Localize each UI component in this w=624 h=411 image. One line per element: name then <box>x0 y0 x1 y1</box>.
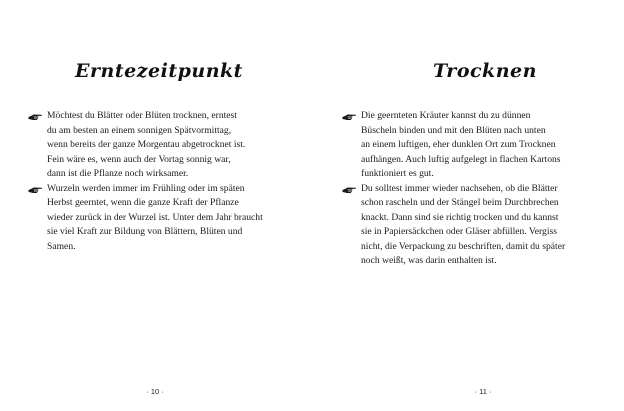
pointing-hand-icon <box>342 111 357 122</box>
bullet-item <box>342 182 604 269</box>
page-heading: Erntezeitpunkt <box>75 60 243 82</box>
bullet-item <box>28 109 290 182</box>
page-number: · 11 · <box>474 387 492 396</box>
bullet-item <box>342 109 604 182</box>
bullet-list <box>28 109 290 254</box>
pointing-hand-icon <box>28 184 43 195</box>
pointing-hand-icon <box>342 184 357 195</box>
bullet-text: Du solltest immer wieder nachsehen, ob die Blätter schon rascheln und der Stängel beim Durchbrechen knackt. Dann sind sie richtig trocken und du kannst sie in Papiersäckchen oder Gläser abfüllen. Vergiss nicht, die Verpackung zu beschriften, damit du später noch weißt, was darin enthalten ist. <box>361 182 566 266</box>
pointing-hand-icon <box>28 111 43 122</box>
bullet-text: Wurzeln werden immer im Frühling oder im späten Herbst geerntet, wenn die ganze Kraft der Pflanze wieder zurück in der Wurzel ist. Unter dem Jahr braucht sie viel Kraft zur Bildung von Blättern, Blüten und Samen. <box>47 182 263 252</box>
right-page <box>312 0 624 411</box>
bullet-item <box>28 182 290 255</box>
page-heading: Trocknen <box>433 60 537 82</box>
bullet-list <box>342 109 604 269</box>
bullet-text: Möchtest du Blätter oder Blüten trocknen, erntest du am besten an einem sonnigen Spätvormittag, wenn bereits der ganze Morgentau abgetrocknet ist. Fein wäre es, wenn auch der Vortag sonnig war, dann ist die Pflanze noch wirksamer. <box>47 110 246 179</box>
bullet-text: Die geernteten Kräuter kannst du zu dünnen Büscheln binden und mit den Blüten nach unten an einem luftigen, eher dunklen Ort zum Trocknen aufhängen. Auch luftig aufgelegt in flachen Kartons funktioniert es gut. <box>361 110 561 179</box>
page-number: · 10 · <box>146 387 164 396</box>
